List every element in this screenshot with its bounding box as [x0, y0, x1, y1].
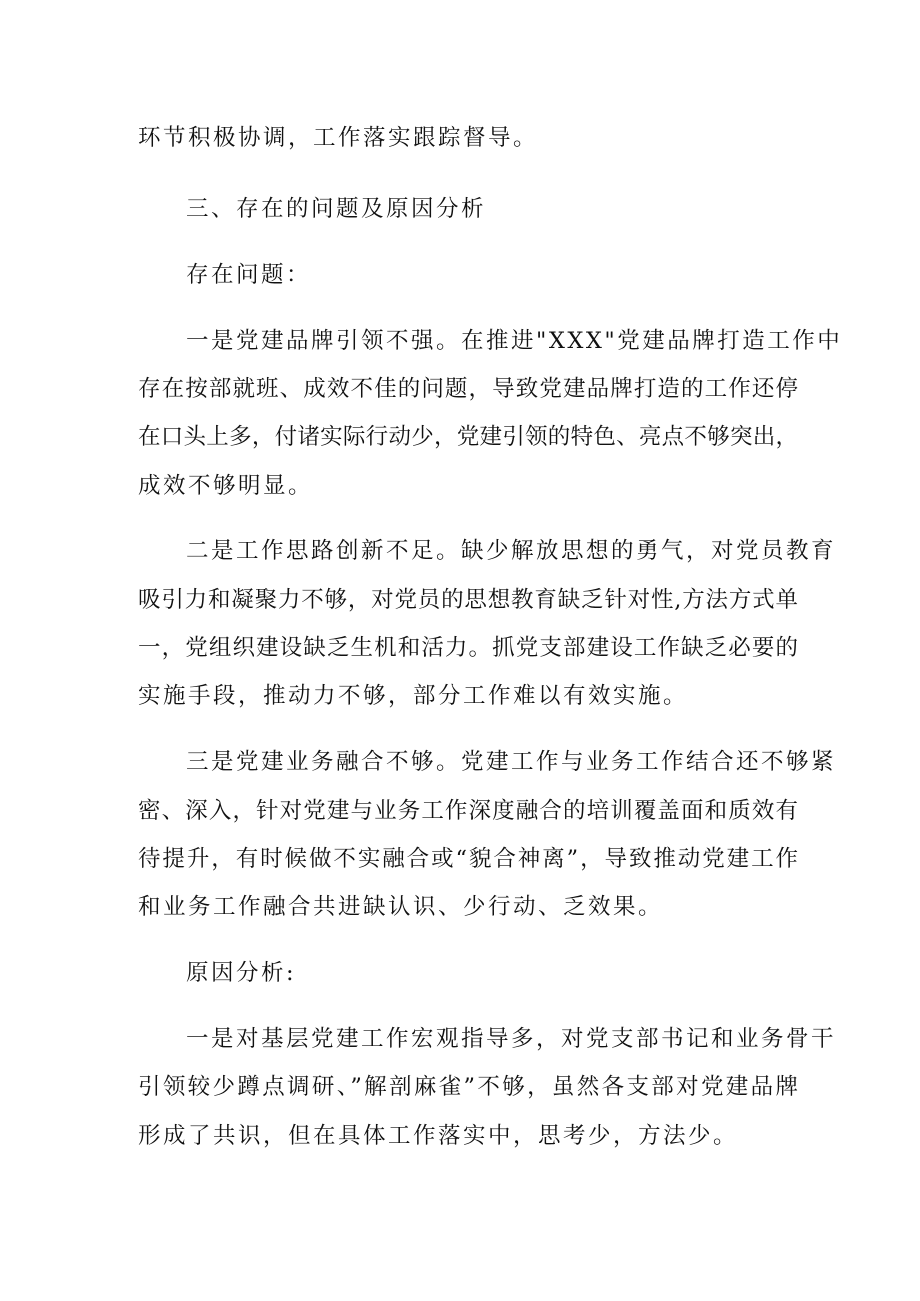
paragraph-line: 环节积极协调，工作落实跟踪督导。	[138, 125, 539, 151]
paragraph-line: 二是工作思路创新不足。缺少解放思想的勇气，对党员教育	[186, 538, 837, 564]
paragraph-line: 存在按部就班、成效不佳的问题，导致党建品牌打造的工作还停	[138, 376, 798, 402]
paragraph-line: 一是对基层党建工作宏观指导多，对党支部书记和业务骨干	[186, 1026, 837, 1052]
subheading-causes: 原因分析:	[186, 960, 297, 986]
subheading-problems: 存在问题：	[186, 262, 312, 288]
paragraph-line: 密、深入，针对党建与业务工作深度融合的培训覆盖面和质效有	[138, 798, 798, 824]
paragraph-line: 一，党组织建设缺乏生机和活力。抓党支部建设工作缺乏必要的	[138, 635, 798, 661]
paragraph-line: 和业务工作融合共进缺认识、少行动、乏效果。	[138, 894, 664, 920]
paragraph-line: 形成了共识，但在具体工作落实中，思考少，方法少。	[138, 1123, 739, 1149]
section-heading: 三、存在的问题及原因分析	[186, 196, 487, 222]
paragraph-line: 引领较少蹲点调研、”解剖麻雀”不够，虽然各支部对党建品牌	[138, 1074, 798, 1100]
paragraph-line: 在口头上多，付诸实际行动少，党建引领的特色、亮点不够突出，	[138, 424, 798, 450]
paragraph-line: 一是党建品牌引领不强。在推进"XXX"党建品牌打造工作中	[186, 328, 843, 354]
paragraph-line: 三是党建业务融合不够。党建工作与业务工作结合还不够紧	[186, 749, 837, 775]
paragraph-line: 吸引力和凝聚力不够，对党员的思想教育缺乏针对性,方法方式单	[138, 587, 798, 613]
paragraph-line: 成效不够明显。	[138, 473, 314, 499]
paragraph-line: 实施手段，推动力不够，部分工作难以有效实施。	[138, 683, 689, 709]
paragraph-line: 待提升，有时候做不实融合或“貌合神离”，导致推动党建工作	[138, 846, 798, 872]
